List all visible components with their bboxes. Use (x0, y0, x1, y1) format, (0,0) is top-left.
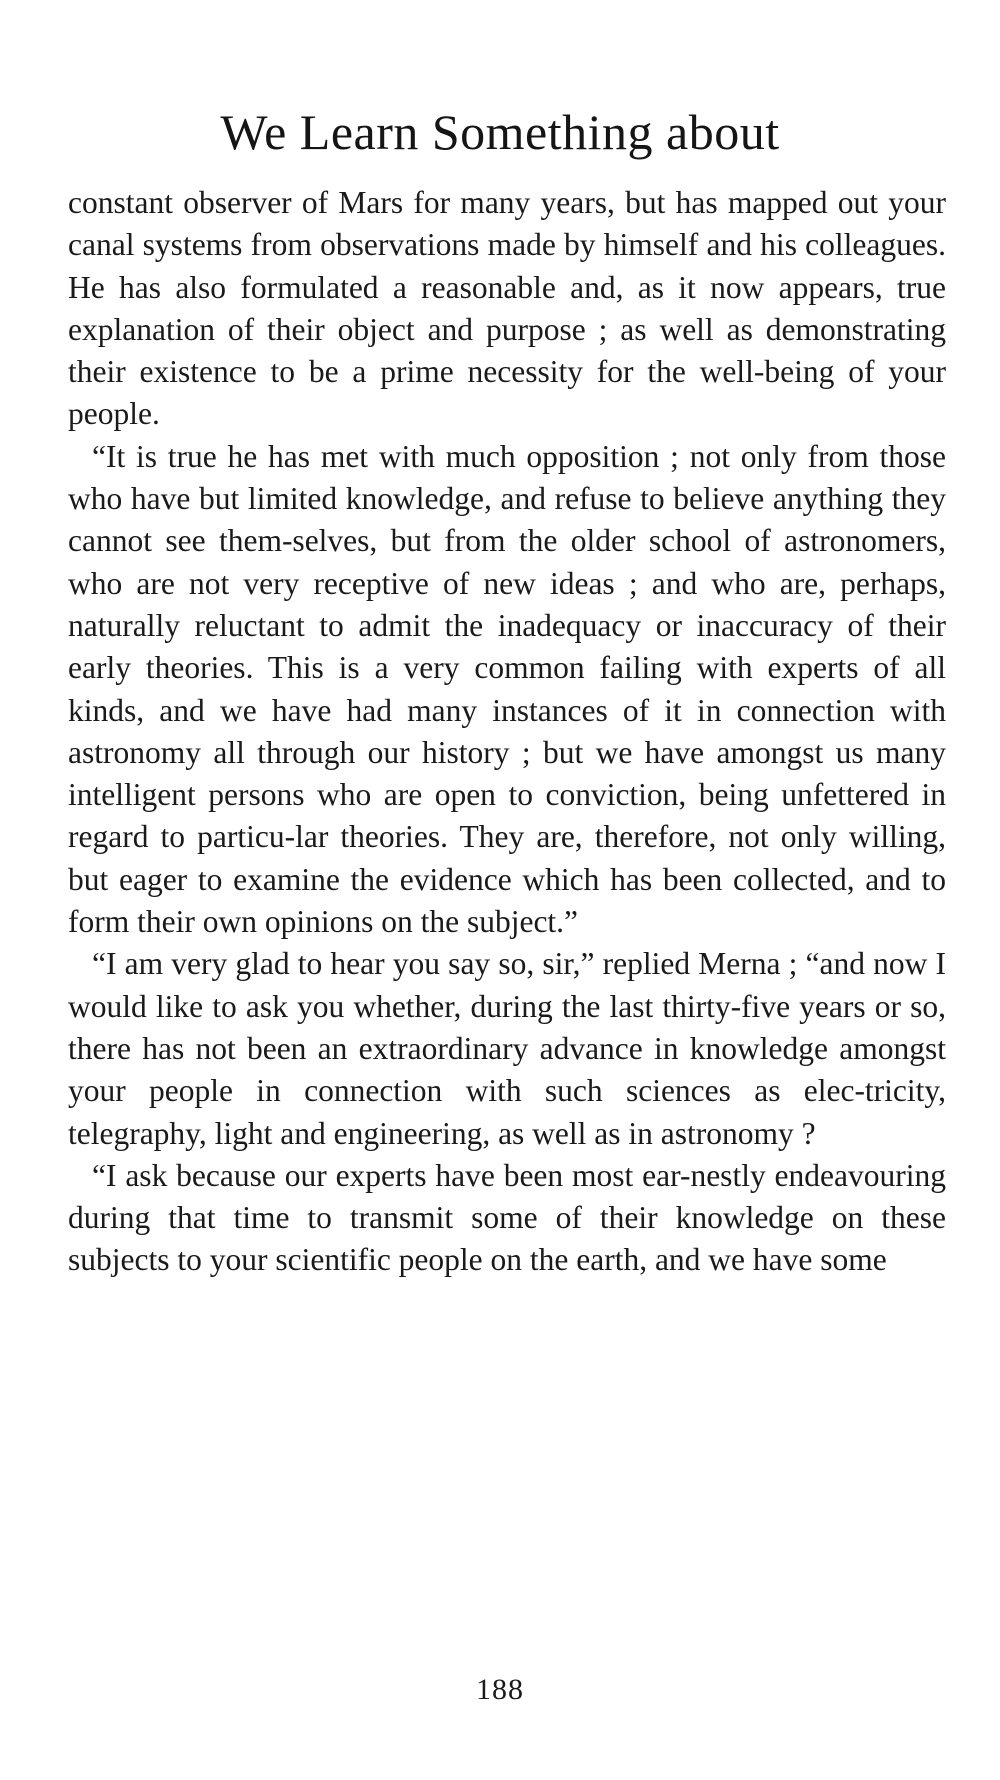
paragraph-continuation: constant observer of Mars for many years, but has mapped out your canal systems from observations made by himself and his colleagues. He has also formulated a reasonable and, as it now appears, true explanation of their object and purpose ; as well as demonstrating their existence to be a prime necessity for the well-being of your people. (68, 185, 946, 432)
paragraph-merna-reply: “I am very glad to hear you say so, sir,” replied Merna ; “and now I would like to ask you whether, during the last thirty-five years or so, there has not been an extraordinary advance in knowledge amongst your people in connection with such sciences as elec-tricity, telegraphy, light and engineering, as well as in astronomy ? (68, 946, 946, 1151)
running-title: We Learn Something about (220, 104, 780, 160)
body-text (68, 182, 946, 1282)
page-number: 188 (476, 1673, 524, 1706)
paragraph-opposition: “It is true he has met with much opposition ; not only from those who have but limited knowledge, and refuse to believe anything they cannot see them-selves, but from the older school of astronomers, who are not very receptive of new ideas ; and who are, perhaps, naturally reluctant to admit the inadequacy or inaccuracy of their early theories. This is a very common failing with experts of all kinds, and we have had many instances of it in connection with astronomy all through our history ; but we have amongst us many intelligent persons who are open to conviction, being unfettered in regard to particu-lar theories. They are, therefore, not only willing, but eager to examine the evidence which has been collected, and to form their own opinions on the subject.” (68, 438, 946, 940)
paragraph-experts: “I ask because our experts have been most ear-nestly endeavouring during that time to transmit some of their knowledge on these subjects to your scientific people on the earth, and we have some (68, 1157, 946, 1278)
